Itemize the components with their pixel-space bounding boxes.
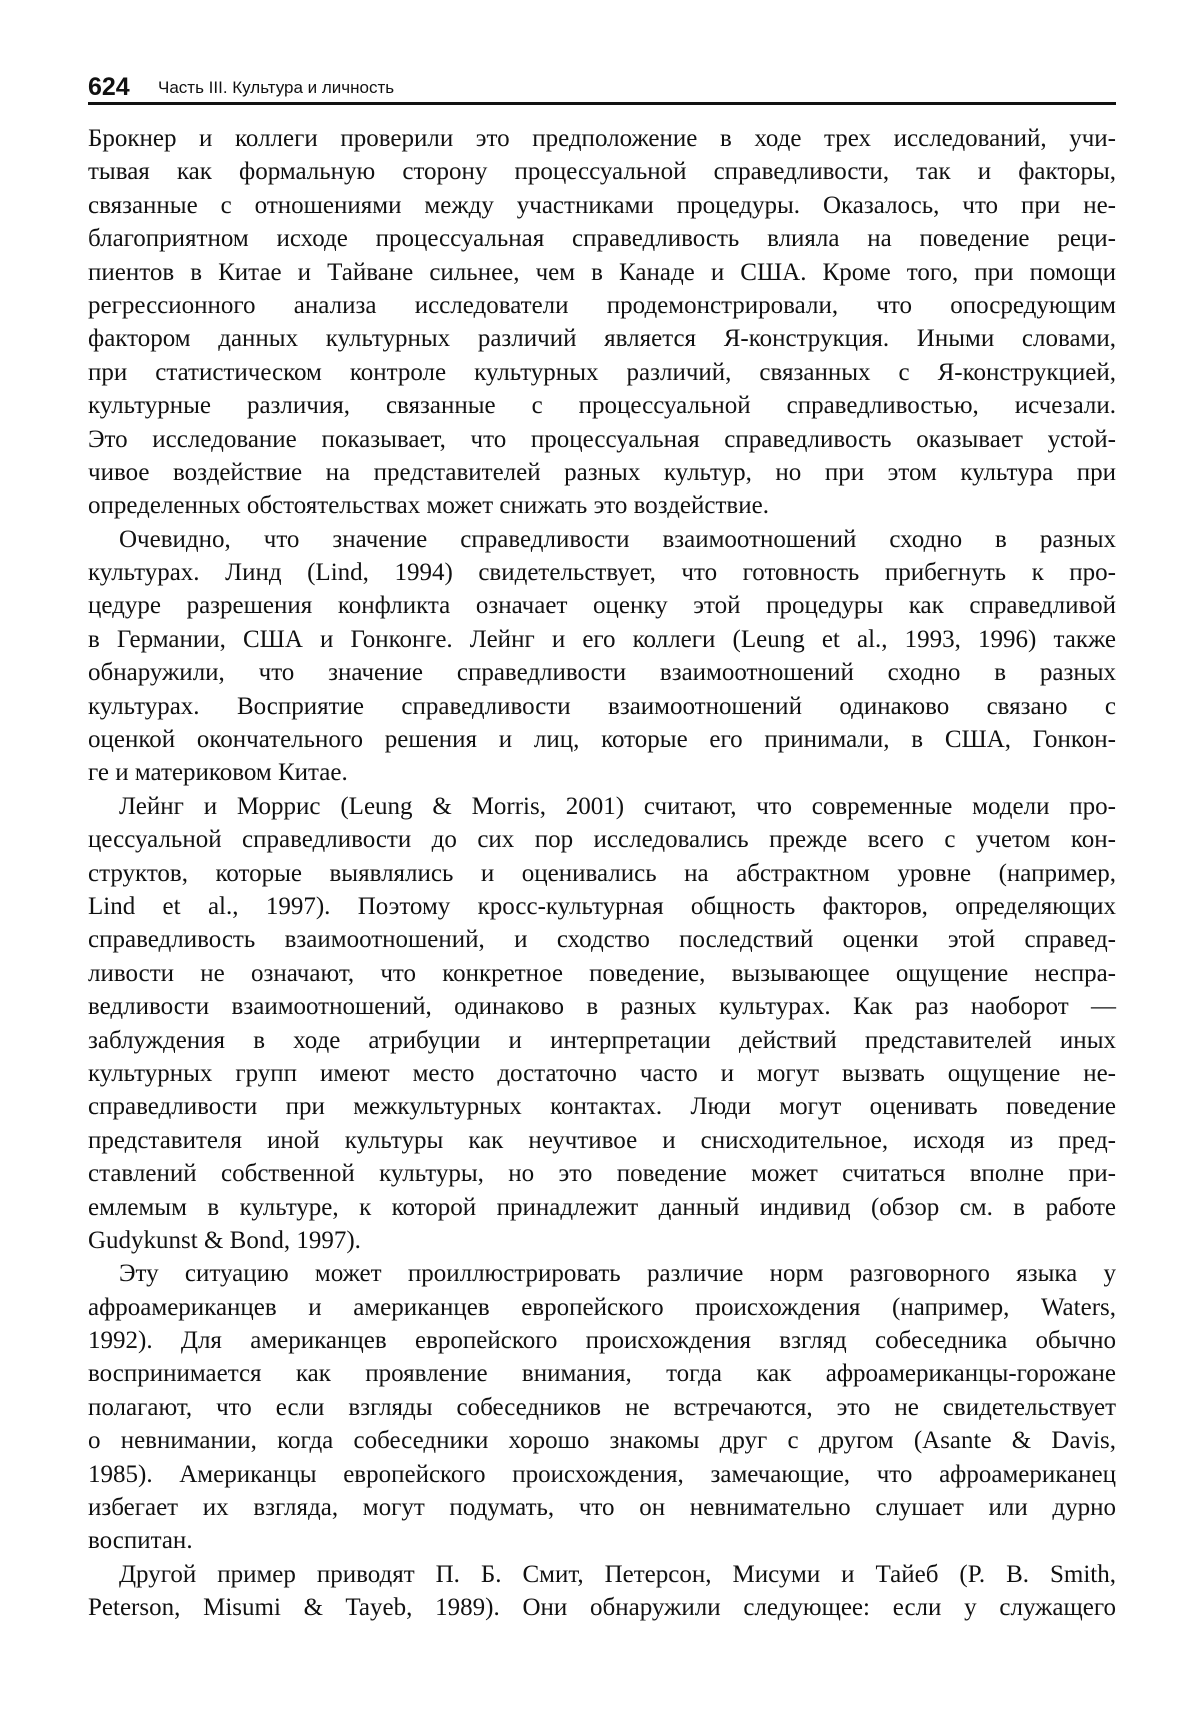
page-number: 624	[88, 72, 130, 102]
text-line: воспринимается как проявление внимания, тогда как афроамериканцы-горожане	[88, 1357, 1116, 1390]
text-line: культурах. Линд (Lind, 1994) свидетельствует, что готовность прибегнуть к про-	[88, 556, 1116, 589]
text-line: тывая как формальную сторону процессуальной справедливости, так и факторы,	[88, 155, 1116, 188]
paragraph	[88, 523, 1116, 790]
text-line: культурных групп имеют место достаточно часто и могут вызвать ощущение не-	[88, 1057, 1116, 1090]
paragraph	[88, 122, 1116, 523]
text-line: избегает их взгляда, могут подумать, что он невнимательно слушает или дурно	[88, 1491, 1116, 1524]
text-line: регрессионного анализа исследователи продемонстрировали, что опосредующим	[88, 289, 1116, 322]
text-line: Эту ситуацию может проиллюстрировать различие норм разговорного языка у	[88, 1257, 1116, 1290]
text-line: заблуждения в ходе атрибуции и интерпретации действий представителей иных	[88, 1024, 1116, 1057]
text-line: ливости не означают, что конкретное поведение, вызывающее ощущение неспра-	[88, 957, 1116, 990]
text-line: благоприятном исходе процессуальная справедливость влияла на поведение реци-	[88, 222, 1116, 255]
text-line: полагают, что если взгляды собеседников не встречаются, это не свидетельствует	[88, 1391, 1116, 1424]
text-line: в Германии, США и Гонконге. Лейнг и его коллеги (Leung et al., 1993, 1996) также	[88, 623, 1116, 656]
text-line: определенных обстоятельствах может снижать это воздействие.	[88, 489, 1116, 522]
text-line: Peterson, Misumi & Tayeb, 1989). Они обнаружили следующее: если у служащего	[88, 1591, 1116, 1624]
text-line: при статистическом контроле культурных различий, связанных с Я-конструкцией,	[88, 356, 1116, 389]
text-line: Очевидно, что значение справедливости взаимоотношений сходно в разных	[88, 523, 1116, 556]
text-line: культурах. Восприятие справедливости взаимоотношений одинаково связано с	[88, 690, 1116, 723]
text-line: ведливости взаимоотношений, одинаково в разных культурах. Как раз наоборот —	[88, 990, 1116, 1023]
paragraph	[88, 1257, 1116, 1558]
text-line: цессуальной справедливости до сих пор исследовались прежде всего с учетом кон-	[88, 823, 1116, 856]
text-line: о невнимании, когда собеседники хорошо знакомы друг с другом (Asante & Davis,	[88, 1424, 1116, 1457]
text-line: культурные различия, связанные с процессуальной справедливостью, исчезали.	[88, 389, 1116, 422]
running-title: Часть III. Культура и личность	[158, 74, 394, 102]
text-line: структов, которые выявлялись и оценивались на абстрактном уровне (например,	[88, 857, 1116, 890]
text-line: Другой пример приводят П. Б. Смит, Петерсон, Мисуми и Тайеб (P. B. Smith,	[88, 1558, 1116, 1591]
paragraph	[88, 790, 1116, 1257]
text-line: пиентов в Китае и Тайване сильнее, чем в Канаде и США. Кроме того, при помощи	[88, 256, 1116, 289]
text-line: афроамериканцев и американцев европейского происхождения (например, Waters,	[88, 1291, 1116, 1324]
text-line: Это исследование показывает, что процессуальная справедливость оказывает устой-	[88, 423, 1116, 456]
body-text	[88, 122, 1116, 1625]
text-line: фактором данных культурных различий является Я-конструкция. Иными словами,	[88, 322, 1116, 355]
text-line: Брокнер и коллеги проверили это предположение в ходе трех исследований, учи-	[88, 122, 1116, 155]
text-line: представителя иной культуры как неучтивое и снисходительное, исходя из пред-	[88, 1124, 1116, 1157]
text-line: 1992). Для американцев европейского происхождения взгляд собеседника обычно	[88, 1324, 1116, 1357]
text-line: Lind et al., 1997). Поэтому кросс-культурная общность факторов, определяющих	[88, 890, 1116, 923]
text-line: обнаружили, что значение справедливости взаимоотношений сходно в разных	[88, 656, 1116, 689]
text-line: справедливость взаимоотношений, и сходство последствий оценки этой справед-	[88, 923, 1116, 956]
page-header	[88, 72, 1116, 105]
text-line: ге и материковом Китае.	[88, 756, 1116, 789]
text-line: ставлений собственной культуры, но это поведение может считаться вполне при-	[88, 1157, 1116, 1190]
text-line: 1985). Американцы европейского происхождения, замечающие, что афроамериканец	[88, 1458, 1116, 1491]
text-line: связанные с отношениями между участниками процедуры. Оказалось, что при не-	[88, 189, 1116, 222]
text-line: справедливости при межкультурных контактах. Люди могут оценивать поведение	[88, 1090, 1116, 1123]
paragraph	[88, 1558, 1116, 1625]
text-line: воспитан.	[88, 1524, 1116, 1557]
text-line: емлемым в культуре, к которой принадлежит данный индивид (обзор см. в работе	[88, 1191, 1116, 1224]
text-line: цедуре разрешения конфликта означает оценку этой процедуры как справедливой	[88, 589, 1116, 622]
text-line: Gudykunst & Bond, 1997).	[88, 1224, 1116, 1257]
text-line: Лейнг и Моррис (Leung & Morris, 2001) считают, что современные модели про-	[88, 790, 1116, 823]
text-line: оценкой окончательного решения и лиц, которые его принимали, в США, Гонкон-	[88, 723, 1116, 756]
text-line: чивое воздействие на представителей разных культур, но при этом культура при	[88, 456, 1116, 489]
